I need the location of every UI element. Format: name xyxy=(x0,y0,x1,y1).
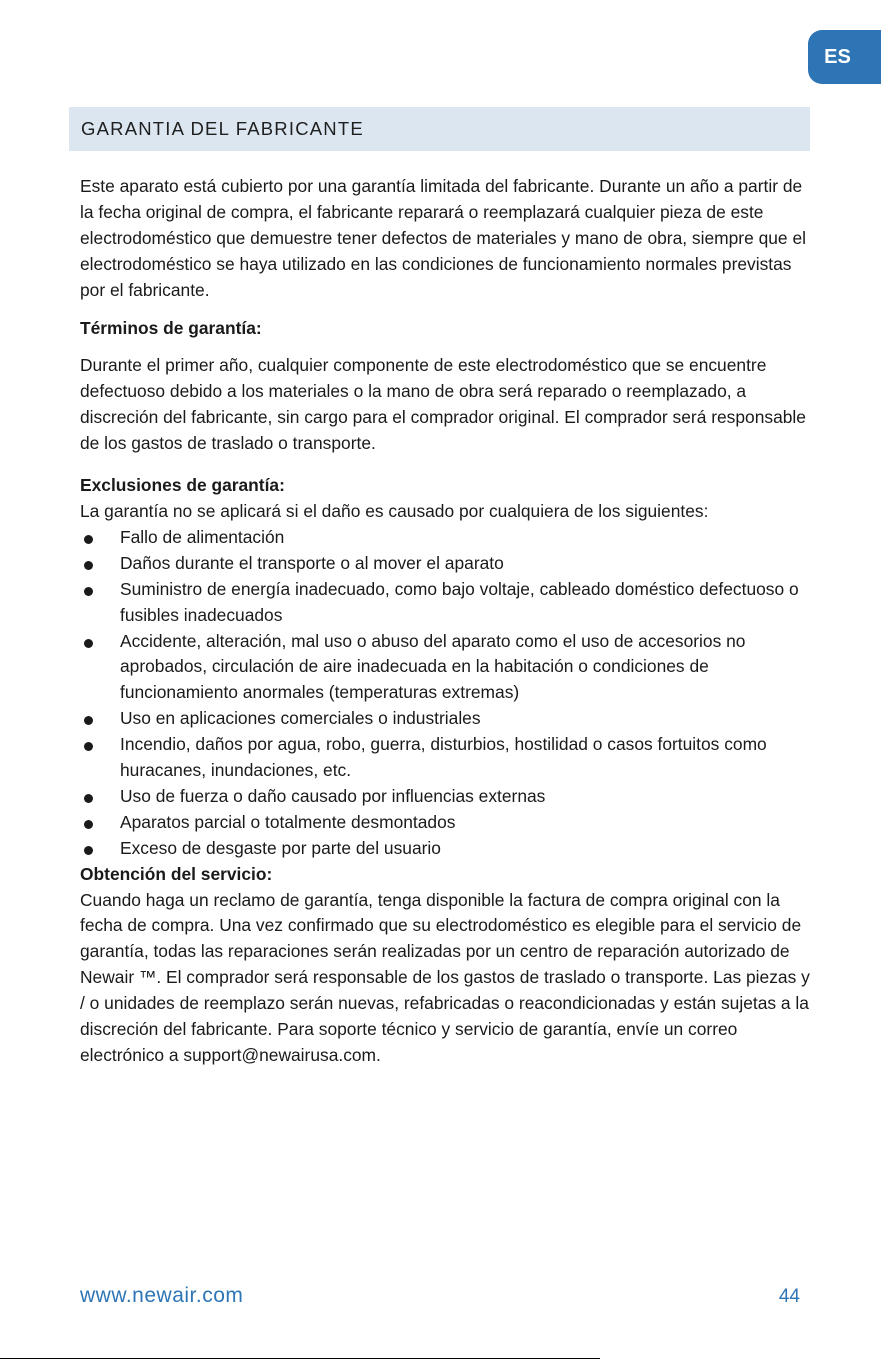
intro-paragraph: Este aparato está cubierto por una garantía limitada del fabricante. Durante un año a partir de la fecha original de compra, el fabricante reparará o reemplazará cualquier pieza de este electrodoméstico que demuestre tener defectos de materiales y mano de obra, siempre que el electrodoméstico se haya utilizado en las condiciones de funcionamiento normales previstas por el fabricante. xyxy=(80,176,806,300)
list-item xyxy=(80,525,810,551)
list-item-text: Aparatos parcial o totalmente desmontados xyxy=(120,811,456,832)
warranty-content xyxy=(80,174,810,1069)
list-item-text: Exceso de desgaste por parte del usuario xyxy=(120,837,441,858)
bottom-divider xyxy=(0,1358,600,1359)
list-item xyxy=(80,836,810,862)
list-item xyxy=(80,784,810,810)
exclusions-heading: Exclusiones de garantía: xyxy=(80,475,285,496)
list-item-text: Accidente, alteración, mal uso o abuso del aparato como el uso de accesorios no aprobados, circulación de aire inadecuada en la habitación o condiciones de funcionamiento anormales (temperaturas extremas) xyxy=(120,630,746,703)
bullet-icon xyxy=(84,820,93,829)
bullet-icon xyxy=(84,587,93,596)
bullet-icon xyxy=(84,716,93,725)
list-item-text: Uso de fuerza o daño causado por influencias externas xyxy=(120,785,546,806)
bullet-icon xyxy=(84,846,93,855)
page-title: GARANTIA DEL FABRICANTE xyxy=(81,118,364,139)
exclusions-list xyxy=(80,525,810,862)
terms-heading: Términos de garantía: xyxy=(80,317,262,338)
list-item xyxy=(80,706,810,732)
list-item-text: Incendio, daños por agua, robo, guerra, disturbios, hostilidad o casos fortuitos como huracanes, inundaciones, etc. xyxy=(120,734,767,781)
list-item xyxy=(80,629,810,707)
list-item xyxy=(80,732,810,784)
footer-website-link[interactable]: www.newair.com xyxy=(80,1284,244,1307)
list-item-text: Suministro de energía inadecuado, como bajo voltaje, cableado doméstico defectuoso o fusibles inadecuados xyxy=(120,578,799,625)
list-item-text: Daños durante el transporte o al mover el aparato xyxy=(120,552,504,573)
list-item-text: Fallo de alimentación xyxy=(120,526,285,547)
page-number: 44 xyxy=(778,1286,800,1307)
bullet-icon xyxy=(84,561,93,570)
language-tab: ES xyxy=(808,30,881,84)
terms-paragraph: Durante el primer año, cualquier componente de este electrodoméstico que se encuentre defectuoso debido a los materiales o la mano de obra será reparado o reemplazado, a discreción del fabricante, sin cargo para el comprador original. El comprador será responsable de los gastos de traslado o transporte. xyxy=(80,355,806,454)
service-heading: Obtención del servicio: xyxy=(80,863,273,884)
list-item xyxy=(80,577,810,629)
bullet-icon xyxy=(84,794,93,803)
list-item-text: Uso en aplicaciones comerciales o industriales xyxy=(120,708,481,729)
exclusions-lead: La garantía no se aplicará si el daño es causado por cualquiera de los siguientes: xyxy=(80,500,709,521)
list-item xyxy=(80,810,810,836)
section-banner xyxy=(69,107,810,151)
bullet-icon xyxy=(84,639,93,648)
service-paragraph: Cuando haga un reclamo de garantía, tenga disponible la factura de compra original con la fecha de compra. Una vez confirmado que su electrodoméstico es elegible para el servicio de garantía, todas las reparaciones serán realizadas por un centro de reparación autorizado de Newair ™. El comprador será responsable de los gastos de traslado o transporte. Las piezas y / o unidades de reemplazo serán nuevas, refabricadas o reacondicionadas y están sujetas a la discreción del fabricante. Para soporte técnico y servicio de garantía, envíe un correo electrónico a support@newairusa.com. xyxy=(80,889,810,1065)
bullet-icon xyxy=(84,535,93,544)
bullet-icon xyxy=(84,742,93,751)
list-item xyxy=(80,551,810,577)
